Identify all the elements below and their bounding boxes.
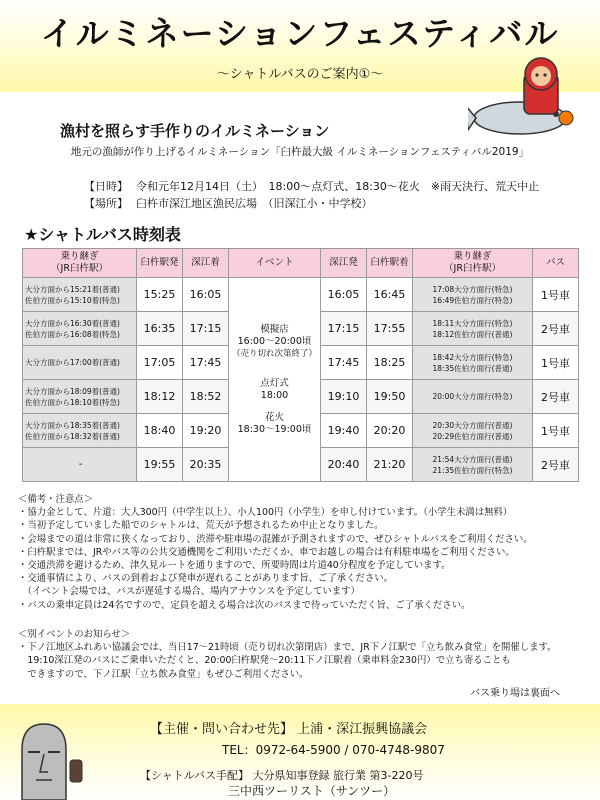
- usuki-departure-cell: 16:35: [137, 312, 183, 346]
- bus-agency-registration: 【シャトルバス手配】 大分県知事登録 旅行業 第3-220号: [140, 769, 424, 782]
- header-event: イベント: [229, 249, 321, 278]
- transfer-in-cell: 大分方面から18:09着(普通) 佐伯方面から18:10着(特急): [23, 380, 137, 414]
- fukae-arrival-cell: 17:45: [183, 346, 229, 380]
- sponsor-contact: 【主催・問い合わせ先】 上浦・深江振興協議会: [150, 722, 428, 737]
- header-fukae-departure: 深江発: [321, 249, 367, 278]
- usuki-arrival-cell: 18:25: [367, 346, 413, 380]
- transfer-out-cell: 18:11大分方面行(特急) 18:12佐伯方面行(普通): [413, 312, 533, 346]
- fukae-departure-cell: 19:40: [321, 414, 367, 448]
- timetable-row: [23, 278, 579, 312]
- transfer-out-cell: 17:08大分方面行(特急) 16:49佐伯方面行(特急): [413, 278, 533, 312]
- header-fukae-arrival: 深江着: [183, 249, 229, 278]
- notes-heading: ＜備考・注意点＞: [18, 494, 94, 505]
- header-usuki-arrival: 臼杵駅着: [367, 249, 413, 278]
- usuki-departure-cell: 18:40: [137, 414, 183, 448]
- header-transfer-in: 乗り継ぎ （JR臼杵駅）: [23, 249, 137, 278]
- transfer-in-cell: 大分方面から15:21着(普通) 佐伯方面から15:10着(特急): [23, 278, 137, 312]
- event-schedule-cell: 模擬店 16:00～20:00頃 （売り切れ次第終了） 点灯式 18:00 花火 18:30～19:00頃: [229, 278, 321, 482]
- note-line: ・臼杵駅までは、JRやバス等の公共交通機関をご利用いただくか、車でお越しの場合は有料駐車場をご利用ください。: [18, 546, 515, 558]
- bus-agency-name: 三中西ツーリスト（サンツー）: [228, 784, 396, 798]
- transfer-out-cell: 20:00大分方面行(特急): [413, 380, 533, 414]
- fukae-departure-cell: 20:40: [321, 448, 367, 482]
- fukae-arrival-cell: 16:05: [183, 278, 229, 312]
- event-catchphrase: 漁村を照らす手作りのイルミネーション: [60, 122, 330, 140]
- note-line: ・交通事情により、バスの到着および発車が遅れることがあります旨、ご了承ください。: [18, 573, 394, 585]
- fukae-departure-cell: 17:15: [321, 312, 367, 346]
- usuki-arrival-cell: 17:55: [367, 312, 413, 346]
- bus-number-cell: 1号車: [533, 278, 579, 312]
- transfer-in-cell: -: [23, 448, 137, 482]
- page-title: イルミネーションフェスティバル: [40, 14, 560, 53]
- date-label: 【日時】: [84, 180, 128, 193]
- fukae-departure-cell: 16:05: [321, 278, 367, 312]
- transfer-in-cell: 大分方面から17:00着(普通): [23, 346, 137, 380]
- pickup-location-note: バス乗り場は裏面へ: [470, 688, 560, 699]
- shuttle-bus-timetable: [22, 248, 579, 482]
- event-description: 地元の漁師が作り上げるイルミネーション「臼杵最大級 イルミネーションフェスティバル2019」: [70, 146, 530, 158]
- note-line: ・会場までの道は非常に狭くなっており、渋滞や駐車場の混雑が予測されますので、ぜひシャトルバスをご利用ください。: [18, 533, 533, 545]
- event-date-row: [84, 178, 547, 194]
- notes-section: [18, 493, 588, 612]
- transfer-out-cell: 21:54大分方面行(普通) 21:35佐伯方面行(特急): [413, 448, 533, 482]
- moai-statue-illustration: [4, 716, 94, 800]
- other-event-section: [18, 628, 588, 681]
- other-event-line: ・下ノ江地区ふれあい協議会では、当日17～21時頃（売り切れ次第閉店）まで、JR下ノ江駅で「立ち飲み食堂」を開催します。: [18, 642, 557, 654]
- note-line: ・バスの乗車定員は24名ですので、定員を超える場合は次のバスまで待っていただく旨、ご了承ください。: [18, 599, 471, 611]
- usuki-departure-cell: 19:55: [137, 448, 183, 482]
- fukae-arrival-cell: 18:52: [183, 380, 229, 414]
- timetable-heading: ★シャトルバス時刻表: [24, 225, 181, 244]
- fukae-arrival-cell: 20:35: [183, 448, 229, 482]
- other-event-line: 19:10深江発のバスにご乗車いただくと、20:00臼杵駅発～20:11下ノ江駅着（乗車料金230円）で立ち寄ることも: [18, 655, 511, 667]
- usuki-departure-cell: 17:05: [137, 346, 183, 380]
- timetable-header-row: [23, 249, 579, 278]
- header-usuki-departure: 臼杵駅発: [137, 249, 183, 278]
- bus-number-cell: 1号車: [533, 414, 579, 448]
- bus-number-cell: 2号車: [533, 380, 579, 414]
- note-line: ・協力金として、片道：大人300円（中学生以上）、小人100円（小学生）を申し付けています。（小学生未満は無料）: [18, 507, 513, 519]
- usuki-departure-cell: 18:12: [137, 380, 183, 414]
- contact-phone: TEL：0972-64-5900 / 070-4748-9807: [222, 743, 445, 757]
- other-event-line: できますので、下ノ江駅「立ち飲み食堂」もぜひご利用ください。: [18, 668, 309, 680]
- page-subtitle: ～シャトルバスのご案内①～: [216, 67, 384, 82]
- bus-number-cell: 2号車: [533, 312, 579, 346]
- usuki-arrival-cell: 20:20: [367, 414, 413, 448]
- date-value: 令和元年12月14日（土） 18:00～点灯式、18:30～花火 ※雨天決行、荒天中止: [136, 180, 540, 193]
- fukae-departure-cell: 17:45: [321, 346, 367, 380]
- transfer-out-cell: 18:42大分方面行(特急) 18:35佐伯方面行(普通): [413, 346, 533, 380]
- fisherman-mascot-illustration: [468, 52, 588, 144]
- transfer-in-cell: 大分方面から16:30着(普通) 佐伯方面から16:08着(特急): [23, 312, 137, 346]
- other-event-heading: ＜別イベントのお知らせ＞: [18, 629, 131, 640]
- event-place-row: [84, 195, 381, 211]
- usuki-departure-cell: 15:25: [137, 278, 183, 312]
- bus-number-cell: 2号車: [533, 448, 579, 482]
- header-transfer-out: 乗り継ぎ （JR臼杵駅）: [413, 249, 533, 278]
- bus-number-cell: 1号車: [533, 346, 579, 380]
- note-line: ・当初予定していました船でのシャトルは、荒天が予想されるため中止となりました。: [18, 520, 384, 532]
- fukae-departure-cell: 19:10: [321, 380, 367, 414]
- usuki-arrival-cell: 16:45: [367, 278, 413, 312]
- usuki-arrival-cell: 21:20: [367, 448, 413, 482]
- place-label: 【場所】: [84, 197, 128, 210]
- header-bus: バス: [533, 249, 579, 278]
- note-line: ・交通渋滞を避けるため、津久見ルートを通りますので、所要時間は片道40分程度を予定しています。: [18, 560, 451, 572]
- fukae-arrival-cell: 17:15: [183, 312, 229, 346]
- place-value: 臼杵市深江地区漁民広場 （旧深江小・中学校）: [136, 197, 373, 210]
- transfer-out-cell: 20:30大分方面行(普通) 20:29佐伯方面行(普通): [413, 414, 533, 448]
- transfer-in-cell: 大分方面から18:35着(普通) 佐伯方面から18:32着(普通): [23, 414, 137, 448]
- note-line: （イベント会場では、バスが遅延する場合、場内アナウンスを予定しています）: [18, 586, 360, 598]
- usuki-arrival-cell: 19:50: [367, 380, 413, 414]
- fukae-arrival-cell: 19:20: [183, 414, 229, 448]
